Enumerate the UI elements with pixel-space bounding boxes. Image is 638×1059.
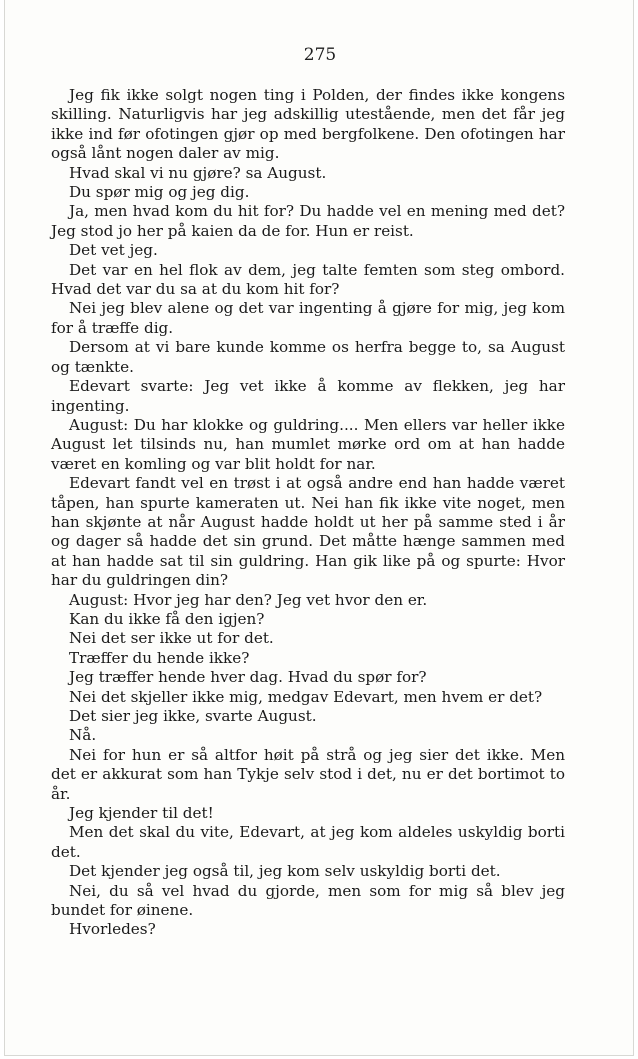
- paragraph: Det kjender jeg også til, jeg kom selv uskyldig borti det.: [69, 862, 501, 881]
- paragraph: Jeg kjender til det!: [69, 804, 214, 823]
- body-text: [51, 86, 565, 940]
- paragraph: Træffer du hende ikke?: [69, 648, 250, 667]
- paragraph: Nei for hun er så altfor høit på strå og jeg sier det ikke. Men det er akkurat som han Tykje selv stod i det, nu er det bortimot to år.: [51, 745, 565, 803]
- paragraph: Kan du ikke få den igjen?: [69, 609, 265, 628]
- paragraph: Nei det ser ikke ut for det.: [69, 629, 274, 648]
- paragraph: Dersom at vi bare kunde komme os herfra begge to, sa August og tænkte.: [51, 338, 565, 376]
- paragraph: Det var en hel flok av dem, jeg talte femten som steg ombord. Hvad det var du sa at du kom hit for?: [51, 260, 565, 299]
- paragraph: Men det skal du vite, Edevart, at jeg kom aldeles uskyldig borti det.: [51, 823, 565, 861]
- paragraph: Det vet jeg.: [69, 241, 158, 260]
- paragraph: Nei jeg blev alene og det var ingenting å gjøre for mig, jeg kom for å træffe dig.: [51, 299, 565, 337]
- paragraph: Ja, men hvad kom du hit for? Du hadde vel en mening med det? Jeg stod jo her på kaien da de for. Hun er reist.: [51, 202, 565, 240]
- paragraph: August: Du har klokke og guldring.... Men ellers var heller ikke August let tilsinds nu, han mumlet mørke ord om at han hadde været en komling og var blit holdt for nar.: [51, 415, 565, 473]
- paragraph: Hvad skal vi nu gjøre? sa August.: [69, 163, 327, 182]
- paragraph: Nei, du så vel hvad du gjorde, men som for mig så blev jeg bundet for øinene.: [51, 881, 565, 920]
- paragraph: Nå.: [69, 726, 97, 745]
- page-number: 275: [303, 45, 337, 65]
- paragraph: Hvorledes?: [69, 920, 156, 939]
- book-page: [4, 0, 634, 1056]
- paragraph: Du spør mig og jeg dig.: [69, 183, 250, 202]
- paragraph: Jeg træffer hende hver dag. Hvad du spør for?: [69, 668, 427, 687]
- paragraph: August: Hvor jeg har den? Jeg vet hvor den er.: [69, 590, 428, 609]
- paragraph: Nei det skjeller ikke mig, medgav Edevart, men hvem er det?: [69, 687, 543, 706]
- paragraph: Jeg fik ikke solgt nogen ting i Polden, der findes ikke kongens skilling. Naturligvis har jeg adskillig utestående, men det får jeg ikke ind før ofotingen gjør op med bergfolkene. Den ofotingen har også lånt nogen daler av mig.: [51, 86, 565, 163]
- paragraph: Det sier jeg ikke, svarte August.: [69, 707, 317, 725]
- paragraph: Edevart svarte: Jeg vet ikke å komme av flekken, jeg har ingenting.: [51, 377, 565, 415]
- paragraph: Edevart fandt vel en trøst i at også andre end han hadde været tåpen, han spurte kameraten ut. Nei han fik ikke vite noget, men han skjønte at når August hadde holdt ut her på samme sted i år og dager så hadde det sin grund. Det måtte hænge sammen med at han hadde sat til sin guldring. Han gik like på og spurte: Hvor har du guldringen din?: [51, 474, 565, 590]
